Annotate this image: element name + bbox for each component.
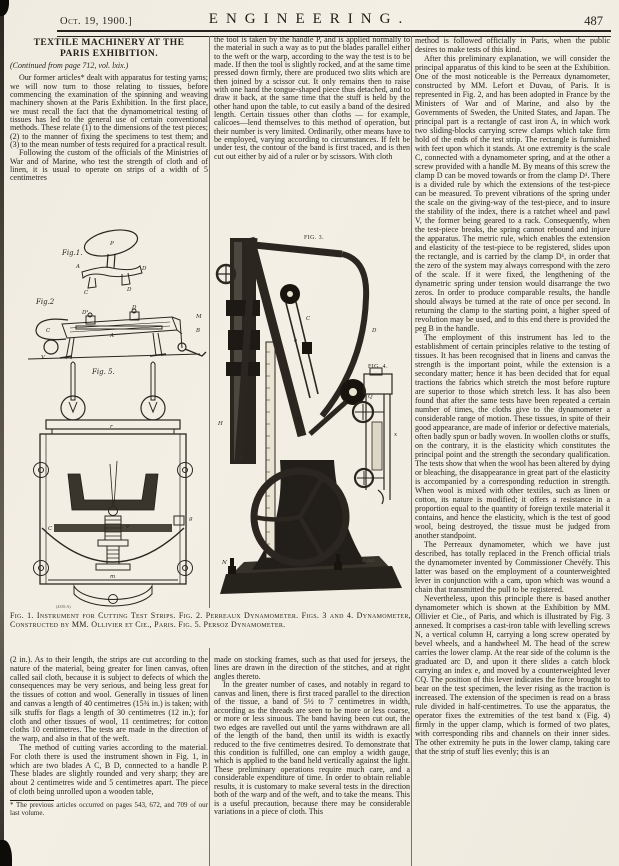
fig2-part-d: D <box>132 305 137 311</box>
scan-blob-bottom <box>0 840 12 866</box>
fig1-part-a: A <box>76 264 80 270</box>
fig1-cutting-instrument <box>61 228 147 296</box>
fig2-part-a: A <box>110 333 114 339</box>
fig1-part-p: P <box>110 241 114 247</box>
right-column <box>415 36 610 756</box>
fig3-part-q: Q <box>368 394 373 400</box>
fig1-label: Fig.1. <box>62 249 83 257</box>
fig2-part-v: V <box>41 355 45 361</box>
article-title-line2: PARIS EXHIBITION. <box>60 49 158 59</box>
paragraph: the tool is taken by the handle P, and is applied normally to the material in such a way as to put the blades parallel either to the weft or the warp, according to the way the test is to be made. If then the tool is slightly rocked, and at the same time pressed down firmly, there are produced two slits which are then joined by a scissor cut. It only remains then to raise with one hand the tongue-shaped piece thus detached, and to draw it back, at the same time that the stuff is held by the other hand upon the table, to cut easily a band of the desired length. Certain tissues other than cloths — for example, calicoes—lend themselves to this method of operation, but their number is very limited. Ordinarily, other means have to be employed, varying according to circumstances. If felt be under test, the contour of the band is first traced, and is then cut out either by aid of a ruler or by scissors. With cloth <box>214 35 410 161</box>
fig4-label: FIG. 4. <box>368 364 388 370</box>
paragraph: The method of cutting varies according to the material. For cloth there is used the instrument shown in Fig. 1, in which are two blades A C, B D, connected to a handle P. These blades are slightly rounded and very sharp; they are about 2 centimetres wide and 5 centimetres apart. The piece of cloth being unrolled upon a wooden table, <box>10 742 208 796</box>
left-column-top <box>10 38 208 183</box>
fig3-scale-note: SCALE <box>362 558 375 563</box>
figure-3-4-illustration <box>214 222 410 610</box>
fig1-part-d2: D <box>127 287 132 293</box>
continued-note: (Continued from page 712, vol. lxix.) <box>10 61 129 70</box>
paragraph: Our former articles* dealt with apparatus for testing yarns; we will now turn to those relating to tissues, before commencing the examination of the spinning and weaving machinery shown at the Paris Exhibition. In the first place, we must recall the fact that the dynamometrical testing of tissues has led to the general use of certain conventional methods. These relate (1) to the dimensions of the test pieces; (2) to the manner of fixing the specimens to test them; and (3) to the mean number of tests required for a practical result. <box>10 73 208 150</box>
fig3-ollivier-dynamometer <box>217 235 402 594</box>
fig2-perreaux-dynamometer <box>28 298 206 361</box>
journal-title: ENGINEERING. <box>208 11 411 27</box>
paragraph: method is followed officially in Paris, when the public desires to make tests of this kind. <box>415 36 610 54</box>
fig2-part-c: C <box>46 328 51 334</box>
middle-column-top <box>214 36 410 161</box>
paragraph: Nevertheless, upon this principle there is based another dynamometer which is shown at the Exhibition by MM. Ollivier et Cie., of Paris, and which is illustrated by Fig. 3 annexed. It comprises a cast-iron table with levelling screws N, a vertical column H, carrying a long screw operated by bevel wheels, and a handwheel M. The head of the screw carries the lower clamp. At the rear side of the column is the graduated arc D, and upon it there slides a catch block carrying an index e, and moved by a counterweighted lever CQ. The position of this lever indicates the force brought to bear on the test specimen, the lever rising as the traction is increased. The extension of the specimen is read on a brass rule divided in half-centimetres. To use the apparatus, the operator fixes the extremities of the test band x (Fig. 4) firmly in the upper clamp, which is formed of two plates, with corresponding ribs and channels on their inner sides. The other extremity he puts in the lower clamp, taking care that the strip of stuff lies evenly; this is an <box>415 594 610 756</box>
fig5-part-m: m <box>110 574 116 580</box>
column-rule-2 <box>411 36 412 866</box>
column-rule-1-lower <box>209 648 210 866</box>
fig5-persoz-dynamometer <box>34 362 194 609</box>
page-number: 487 <box>584 14 603 28</box>
middle-column-bottom <box>214 656 410 817</box>
figure-1-2-5-illustration <box>10 228 208 610</box>
scan-edge-artifact <box>0 0 4 866</box>
fig2-label: Fig.2 <box>36 298 55 306</box>
fig5-part-v: v <box>126 524 130 530</box>
fig3-part-m: M <box>296 416 302 422</box>
fig5-part-g: g <box>189 516 193 522</box>
fig3-part-d: D <box>372 328 377 334</box>
fig2-part-d1: D¹ <box>82 310 89 316</box>
fig1-part-d: D <box>142 266 147 272</box>
fig5-label: Fig. 5. <box>92 368 115 376</box>
fig5-plate-note: (4339.A) <box>56 604 71 609</box>
issue-date: Oct. 19, 1900.] <box>60 16 133 27</box>
fig2-part-m: M <box>196 314 202 320</box>
paragraph: The Perreaux dynamometer, which we have just described, has totally replaced in the French official trials the dynamometer invented by Commissioner Chevéfy. This latter was based on the employment of a counterweighted lever in conjunction with a cam, upon which was wound a chain that transmitted the pull to be registered. <box>415 540 610 594</box>
fig3-part-h: H <box>218 421 223 427</box>
fig3-part-e: e <box>294 338 298 344</box>
footnote: * The previous articles occurred on pages 543, 672, and 709 of our last volume. <box>10 800 208 817</box>
paragraph: Following the custom of the officials of the Ministries of War and of Marine, who test the strength of cloth and of linen, it is usual to operate on strips of a width of 5 centimetres <box>10 148 208 183</box>
fig1-part-c: C <box>84 290 89 296</box>
column-rule-1-upper <box>209 36 210 608</box>
figure-caption: Fig. 1. Instrument for Cutting Test Strips. Fig. 2. Perreaux Dynamometer. Figs. 3 and 4. Dynamometer, Constructed by MM. Ollivier et Cie., Paris. Fig. 5. Persoz Dynamometer. <box>10 611 411 629</box>
fig4-part-x: x <box>394 432 398 438</box>
paragraph: In the greater number of cases, and notably in regard to canvas and linen, there is first traced parallel to the direction of the tissue, a band of 5½ to 7 centimetres in width, according as the threads are seen to be more or less coarse, or more or less sinuous. The band having been cut out, the two edges are ravelled out until the yarns withdrawn are all of the length of the band, then until its width is exactly reduced to the five centimetres desired. To demonstrate that this condition is fulfilled, one can employ a width gauge, which is applied to the band held vertically against the light. These preliminary operations require much care, and a considerable expenditure of time. In order to obtain reliable results, it is customary to make several tests in the direction both of the warp and of the weft, and to take the means. This is a useful precaution, because there may be considerable variations in a piece of cloth. This <box>214 680 410 817</box>
paragraph: The employment of this instrument has led to the establishment of certain principles relative to the testing of tissues. It has been recognised that in linens and canvas the strength is the important point, while the extension is a secondary matter; hence it has been decided that for equal tractions the fabrics which stretch the most before rupture are superior to those which stretch less. It has also been found that after the same tests have been repeated a certain number of times, the cloths give to the dynamometer a considerable range of motion. These tissues, in spite of their good appearance, are made of inferior or defective materials, often badly spun or badly woven. In woollen cloths or stuffs, on the contrary, it is the elasticity which constitutes the principal point and the strength the secondary qualification. The tests show that when the wool has been altered by dying or bleaching, the disappearance in great part of the elasticity is accompanied by a corresponding reduction in strength. When wool is mixed with other textiles, such as linen or cotton, its nature is modified; it offers a resistance in a proportion equal to the quantity of foreign textile material it contains, and hence the elasticity, which is the test of good wool, being destroyed, the tissue must be judged from another standpoint. <box>415 333 611 540</box>
paragraph: made on stocking frames, such as that used for jerseys, the lines are drawn in the direction of the stitches, and at right angles thereto. <box>214 655 410 681</box>
paragraph: After this preliminary explanation, we will consider the principal apparatus of this kind to be seen at the Exhibition. One of the most noticeable is the Perreaux dynamometer, constructed by MM. Lefort et Duvau, of Paris. It is represented in Fig. 2, and has been adopted in France by the Ministers of War and of Marine, and also by the Governments of Sweden, the United States, and Japan. The principal part is a rectangle of cast iron A, in which work two sliding-blocks carrying screw clamps which take firm hold of the ends of the test strip. The rectangle is furnished with feet upon which it stands. At one extremity is the scale C, connected with a dynamometer spring, and at the other a screw provided with a handle M. By means of this screw the clamp D can be moved towards or from the clamp D¹. There is a divided rule by which the extensions of the test-piece can be measured. To prevent vibrations of the spring under the scale on the giving-way of the test-piece, and to insure the stability of the index, there is a ratchet wheel and pawl V, the former being geared to a rack. Consequently, when the test-piece breaks, the spring cannot rebound and injure the apparatus. The metric rule, which enables the extension and elasticity of the test-piece to be registered, slides upon the rectangle, and is carried by the clamp D¹, in order that the zero of the system may always correspond with the zero of the scale. If it were fixed, the lengthening of the dynametric spring under tension would disarrange the two zeros. In order to produce comparable results, the handle should always be turned at the rate of once per second. In returning the clamp to the starting point, a higher speed of revolution may be used, and to this end there is provided the peg B in the handle. <box>415 54 610 333</box>
fig5-part-c: C <box>48 526 53 532</box>
fig3-label: FIG. 3. <box>304 235 324 241</box>
fig3-part-c: C <box>306 316 311 322</box>
article-title-line1: TEXTILE MACHINERY AT THE <box>33 38 185 48</box>
fig3-part-n: N <box>222 560 227 566</box>
fig2-part-b: B <box>196 328 201 334</box>
paragraph: (2 in.). As to their length, the strips are cut according to the nature of the material, being greater for linen canvas, often called sail cloth, because it is subject to defects of which the consequences may be very serious, and being less great for the tissues of cotton and wool. Generally in tissues of linen and canvas a length of 40 centimetres (15¾ in.) is taken; with silk stuffs for flags a length of 30 centimetres (12 in.); for cloth and other tissues of wool, 11 centimetres; for cotton cloths 10 centimetres. The tests are made in the direction of the warp, and also in that of the weft. <box>10 655 208 744</box>
left-column-bottom <box>10 656 208 817</box>
fig5-part-r: r <box>110 424 113 430</box>
